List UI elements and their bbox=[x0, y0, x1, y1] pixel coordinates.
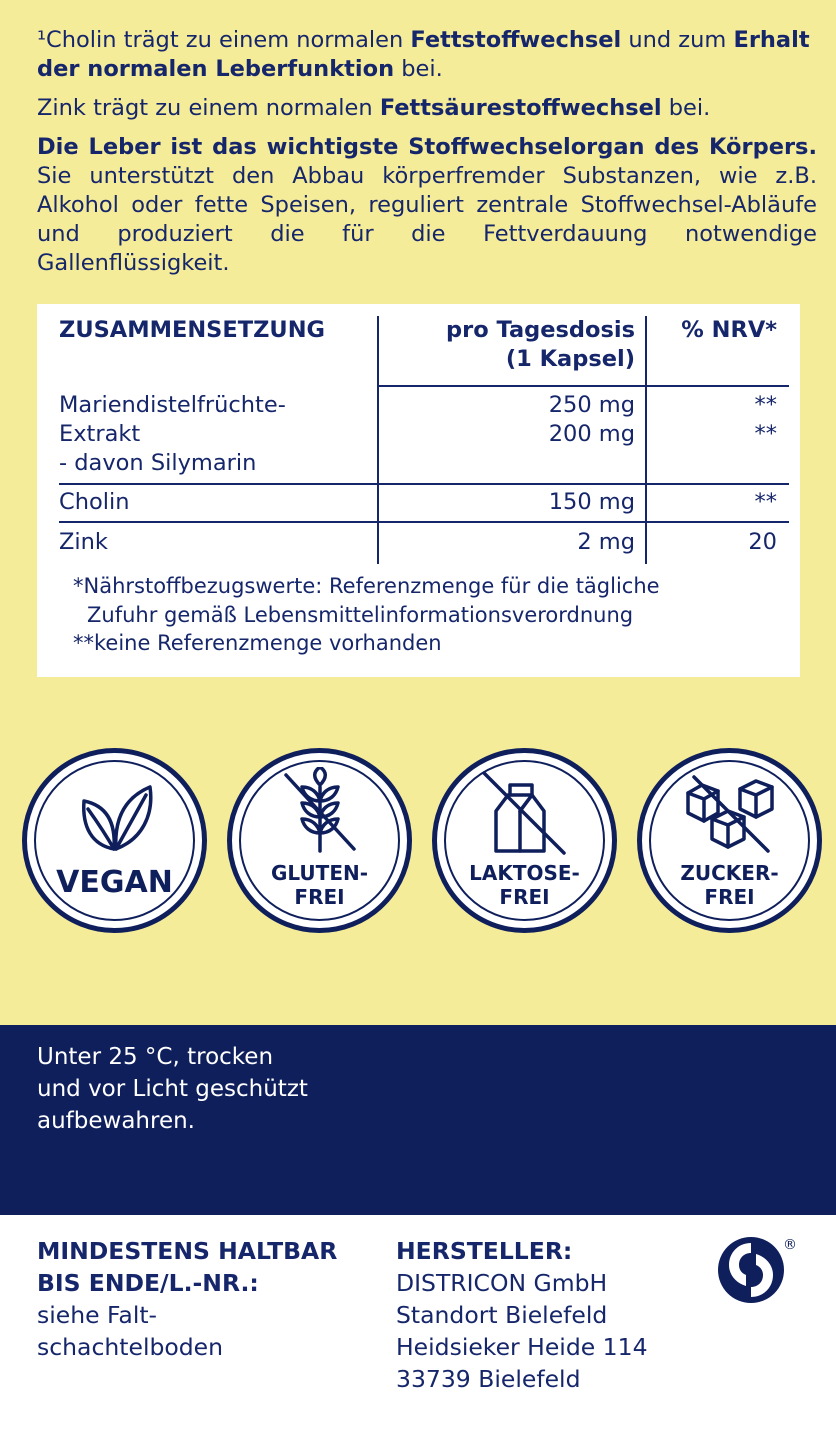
milk-carton-crossed-icon bbox=[480, 769, 570, 855]
sugar-cubes-crossed-icon bbox=[682, 775, 778, 855]
manufacturer-info: HERSTELLER: DISTRICON GmbH Standort Bielefeld Heidsieker Heide 114 33739 Bielefeld bbox=[396, 1237, 648, 1393]
header-nrv: % NRV* bbox=[681, 317, 777, 343]
column-divider bbox=[377, 316, 379, 564]
intro-text bbox=[37, 26, 817, 288]
intro-choline: ¹Cholin trägt zu einem normalen Fettstoffwechsel und zum Erhalt der normalen Leberfunktion bei. bbox=[37, 27, 810, 82]
sugar-free-badge: ZUCKER- FREI bbox=[637, 748, 822, 933]
storage-instructions: Unter 25 °C, trocken und vor Licht geschützt aufbewahren. bbox=[37, 1044, 308, 1134]
wheat-crossed-icon bbox=[280, 767, 360, 853]
leaves-icon bbox=[70, 779, 160, 859]
row-divider bbox=[377, 385, 789, 387]
table-footnote: *Nährstoffbezugswerte: Referenzmenge für die tägliche Zufuhr gemäß Lebensmittelinformationsverordnung **keine Referenzmenge vorhanden bbox=[73, 574, 660, 655]
vegan-badge: VEGAN bbox=[22, 748, 207, 933]
row-divider bbox=[59, 521, 789, 523]
registered-mark: ® bbox=[783, 1237, 797, 1253]
column-divider bbox=[645, 316, 647, 564]
best-before-info: MINDESTENS HALTBAR BIS ENDE/L.-NR.: siehe Falt- schachtelboden bbox=[37, 1237, 338, 1361]
intro-liver: Die Leber ist das wichtigste Stoffwechselorgan des Körpers. Sie unterstützt den Abbau körperfremder Substanzen, wie z.B. Alkohol oder fette Speisen, reguliert zentrale Stoffwechsel-Abläufe und produziert die für die Fettverdauung notwendige Gallenflüssigkeit. bbox=[37, 134, 817, 276]
intro-zinc: Zink trägt zu einem normalen Fettsäurestoffwechsel bei. bbox=[37, 95, 711, 121]
footer-section bbox=[0, 1215, 836, 1429]
lactose-free-badge: LAKTOSE- FREI bbox=[432, 748, 617, 933]
green-dot-recycling-icon bbox=[716, 1235, 786, 1305]
header-composition: ZUSAMMENSETZUNG bbox=[59, 317, 325, 343]
row-divider bbox=[59, 483, 789, 485]
composition-table: ZUSAMMENSETZUNG pro Tagesdosis (1 Kapsel) % NRV* Mariendistelfrüchte- Extrakt - davon Silymarin 250 mg 200 mg ** ** Cholin 150 mg ** Zink 2 mg 20 *Nährstoffbezugswerte: Referenzmenge für die tägliche Zufuhr gemäß Lebensmittelinformationsverordnung **keine Referenzmenge vorhanden bbox=[37, 304, 800, 677]
badge-row bbox=[22, 748, 822, 933]
storage-section bbox=[0, 1025, 836, 1215]
header-dose: pro Tagesdosis (1 Kapsel) bbox=[446, 317, 635, 372]
gluten-free-badge: GLUTEN- FREI bbox=[227, 748, 412, 933]
